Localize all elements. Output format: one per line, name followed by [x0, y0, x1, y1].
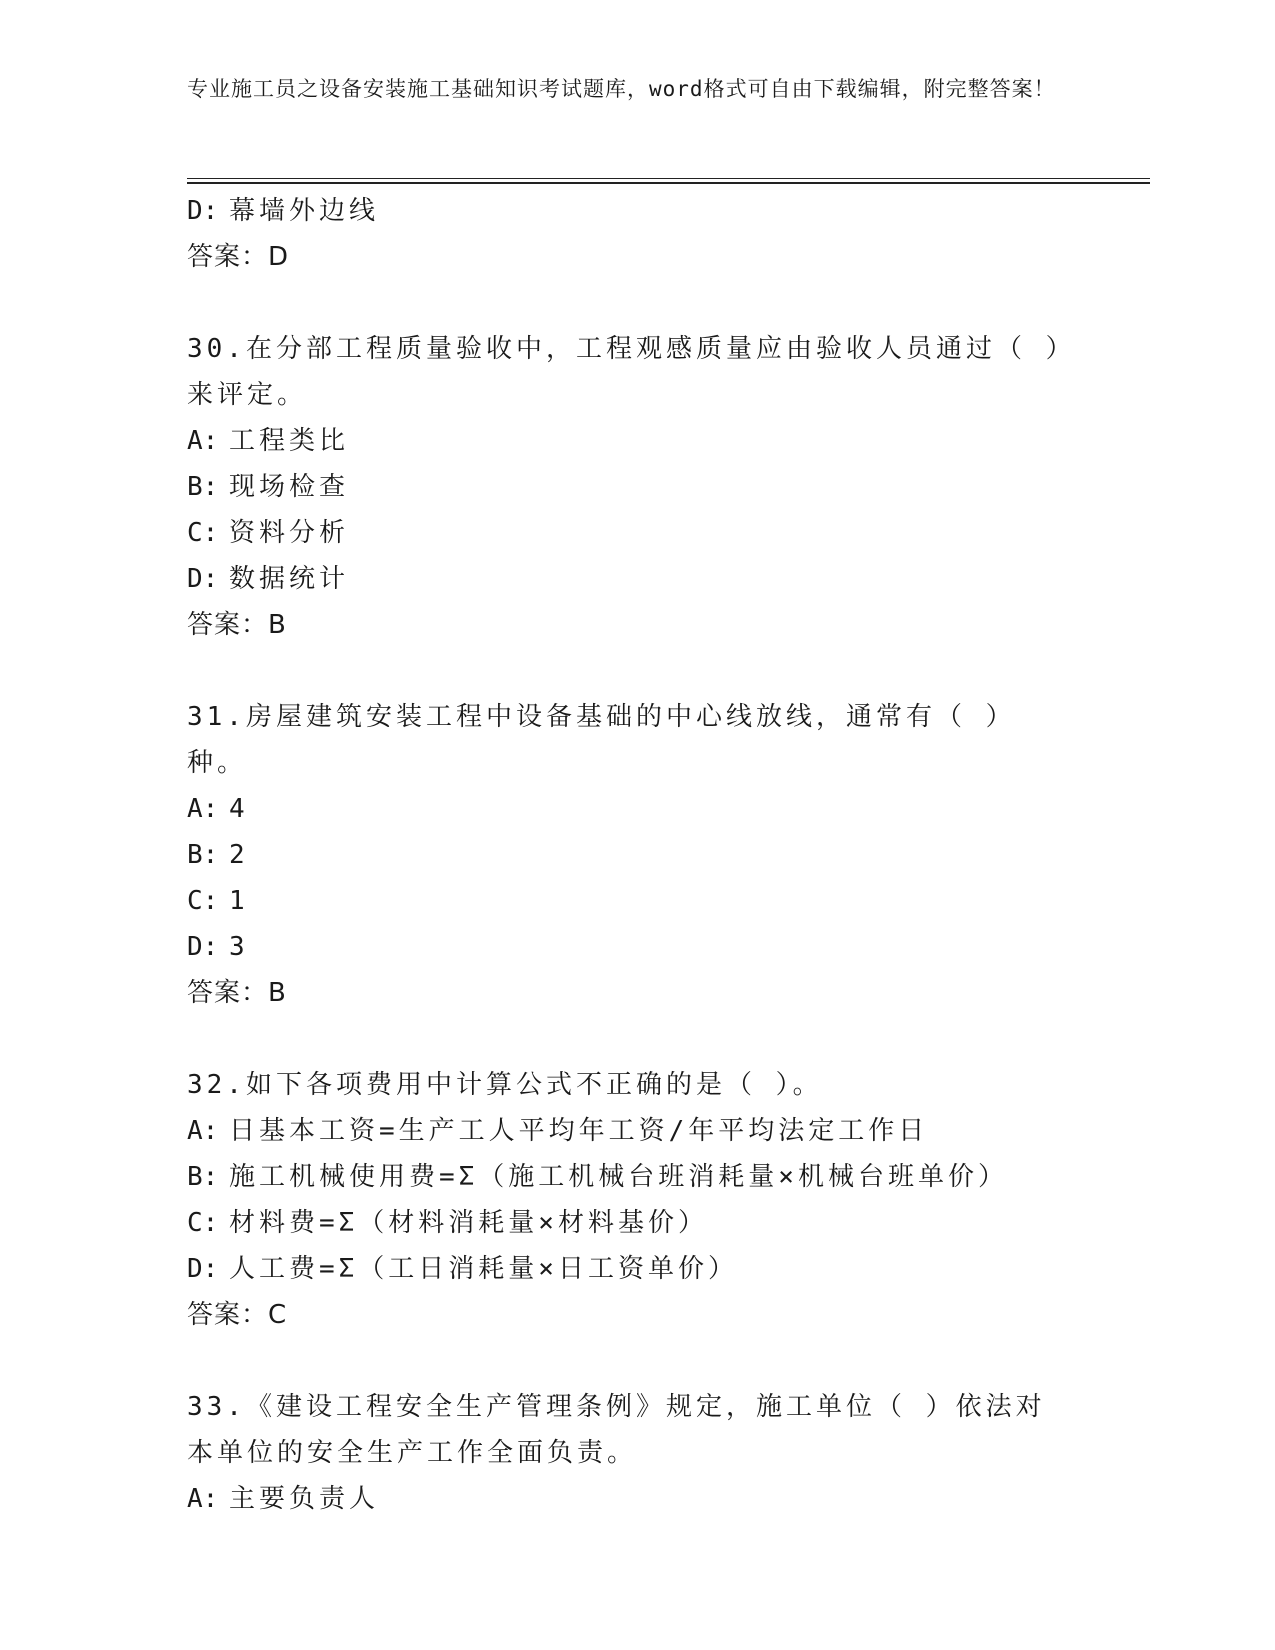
option-c — [187, 1200, 1067, 1246]
option-text: 幕墙外边线 — [229, 196, 380, 226]
answer-line: 答案：B — [187, 610, 287, 640]
answer-line: 答案：B — [187, 978, 287, 1008]
option-key: C: — [187, 1208, 219, 1238]
question-33-stem: 33.《建设工程安全生产管理条例》规定，施工单位（ ）依法对本单位的安全生产工作全面负责。 — [187, 1392, 1046, 1468]
option-key: D: — [187, 1254, 219, 1284]
option-key: D: — [187, 564, 219, 594]
option-d — [187, 556, 1067, 602]
option-key: A: — [187, 1484, 219, 1514]
option-text: 日基本工资=生产工人平均年工资/年平均法定工作日 — [229, 1116, 929, 1146]
option-d — [187, 188, 1067, 234]
option-c — [187, 510, 1067, 556]
option-text: 施工机械使用费=Σ（施工机械台班消耗量×机械台班单价） — [229, 1162, 1008, 1192]
option-key: B: — [187, 1162, 219, 1192]
option-text: 3 — [229, 932, 249, 962]
option-text: 材料费=Σ（材料消耗量×材料基价） — [229, 1208, 708, 1238]
option-a — [187, 786, 1067, 832]
question-gap — [187, 1016, 1067, 1062]
option-key: A: — [187, 794, 219, 824]
option-text: 主要负责人 — [229, 1484, 380, 1514]
option-key: C: — [187, 886, 219, 916]
option-text: 现场检查 — [229, 472, 350, 502]
question-gap — [187, 1338, 1067, 1384]
option-b — [187, 464, 1067, 510]
option-key: D: — [187, 932, 219, 962]
option-d — [187, 924, 1067, 970]
option-key: B: — [187, 472, 219, 502]
option-d — [187, 1246, 1067, 1292]
answer-line: 答案：C — [187, 1300, 288, 1330]
question-31-stem: 31.房屋建筑安装工程中设备基础的中心线放线，通常有（ ）种。 — [187, 702, 1016, 778]
option-text: 1 — [229, 886, 249, 916]
option-key: A: — [187, 426, 219, 456]
header-divider-top — [187, 178, 1150, 179]
option-text: 4 — [229, 794, 249, 824]
option-key: D: — [187, 196, 219, 226]
question-gap — [187, 648, 1067, 694]
option-key: A: — [187, 1116, 219, 1146]
option-text: 2 — [229, 840, 249, 870]
question-30-stem: 30.在分部工程质量验收中，工程观感质量应由验收人员通过（ ）来评定。 — [187, 334, 1063, 410]
option-key: C: — [187, 518, 219, 548]
option-c — [187, 878, 1067, 924]
option-text: 数据统计 — [229, 564, 350, 594]
option-b — [187, 832, 1067, 878]
option-b — [187, 1154, 1067, 1200]
option-a — [187, 1108, 1067, 1154]
option-a — [187, 1476, 1067, 1522]
option-a — [187, 418, 1067, 464]
question-32-stem: 32.如下各项费用中计算公式不正确的是（ ）。 — [187, 1070, 823, 1100]
option-key: B: — [187, 840, 219, 870]
option-text: 资料分析 — [229, 518, 350, 548]
document-header: 专业施工员之设备安装施工基础知识考试题库，word格式可自由下载编辑，附完整答案！ — [187, 77, 1056, 101]
question-list — [187, 188, 1067, 1522]
option-text: 工程类比 — [229, 426, 350, 456]
option-text: 人工费=Σ（工日消耗量×日工资单价） — [229, 1254, 738, 1284]
question-gap — [187, 280, 1067, 326]
answer-line: 答案：D — [187, 242, 290, 272]
header-divider-bottom — [187, 182, 1150, 184]
